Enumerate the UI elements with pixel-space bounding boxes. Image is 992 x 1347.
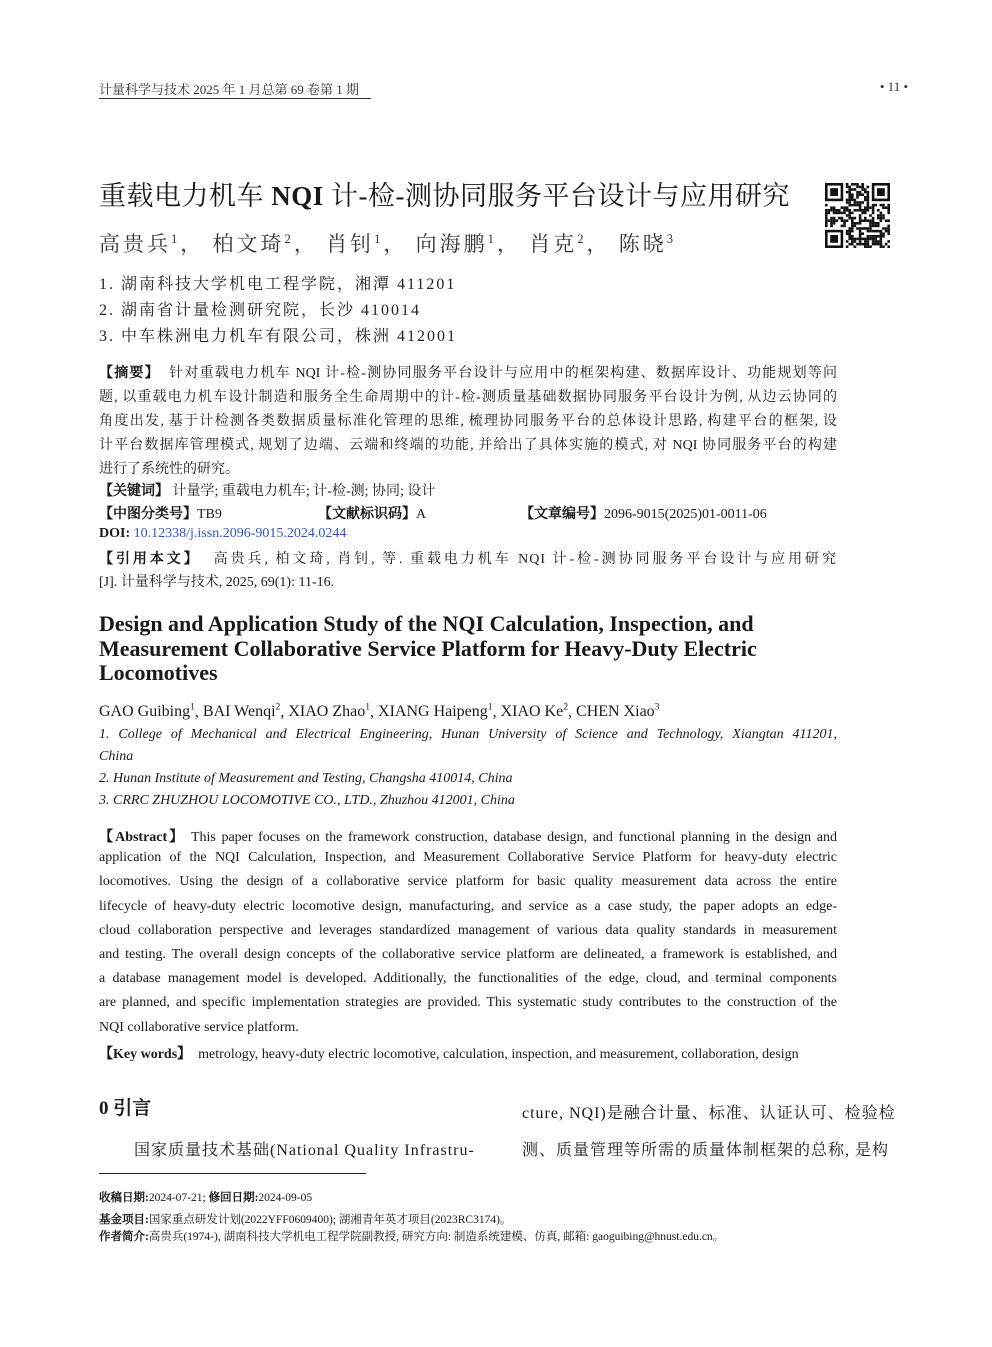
abstract-en-line: are planned, and specific implementation strategies are provided. This systematic study contributes to the construction of the: [99, 995, 837, 1011]
header-rule: [99, 98, 371, 99]
title-cn-bold: NQI: [271, 181, 324, 211]
author: [99, 703, 195, 720]
page-number: • 11 •: [879, 79, 908, 94]
author-name: 高贵兵: [99, 232, 171, 256]
author-name: XIAO Ke: [500, 703, 564, 721]
keywords-cn-label: 【关键词】: [99, 484, 169, 499]
author: [288, 703, 370, 720]
abstract-en-line: and testing. The overall design concepts of the collaborative service platform are delineated, a framework is established, and: [99, 947, 837, 962]
author: [619, 232, 676, 256]
author-affiliation-index: 1: [374, 232, 384, 246]
author-affiliation-index: 3: [666, 232, 677, 246]
author-affiliation-index: 1: [365, 702, 371, 713]
citation-line: [J]. 计量科学与技术, 2025, 69(1): 11-16.: [99, 575, 335, 590]
author-name: GAO Guibing: [99, 703, 191, 721]
affiliation-en: 3. CRRC ZHUZHOU LOCOMOTIVE CO., LTD., Zhuzhou 412001, China: [99, 793, 515, 808]
author-name: CHEN Xiao: [576, 703, 655, 721]
author-affiliation-index: 2: [577, 232, 587, 246]
abstract-cn-line: 计平台数据库管理模式, 规划了边端、云端和终端的功能, 并给出了具体实施的模式, 对 NQI 协同服务平台的构建: [99, 438, 837, 453]
author-affiliation-index: 2: [284, 232, 294, 246]
author: [378, 703, 493, 720]
abstract-cn-line: 【摘要】 针对重载电力机车 NQI 计-检-测协同服务平台设计与应用中的框架构建、数据库设计、功能规划等问: [99, 366, 838, 381]
classification: 【中图分类号】TB9: [99, 507, 222, 522]
authors-en: GAO Guibing$^1$, BAI Wenqi$^2$, XIAO Zhao$^1$, XIANG Haipeng$^1$, XIAO Ke$^2$, CHEN Xiao$^3$: [99, 702, 660, 721]
author: [326, 232, 383, 256]
affiliation-cn: 2. 湖南省计量检测研究院，长沙 410014: [99, 302, 422, 319]
abstract-en-label: 【Abstract】: [99, 830, 186, 845]
author-affiliation-index: 3: [654, 702, 660, 713]
title-cn-pre: 重载电力机车: [99, 181, 272, 211]
journal-issue-header: 计量科学与技术 2025 年 1 月总第 69 卷第 1 期: [99, 82, 360, 97]
author-name: XIANG Haipeng: [378, 703, 488, 721]
section-heading: 0 引言: [99, 1098, 152, 1119]
footnote-dates: 收稿日期:2024-07-21; 修回日期:2024-09-05: [99, 1192, 313, 1204]
author-affiliation-index: 1: [171, 232, 181, 246]
keywords-en: 【Key words】 metrology, heavy-duty electric locomotive, calculation, inspection, and measurement, collaboration, design: [99, 1047, 799, 1062]
affiliation-en: 2. Hunan Institute of Measurement and Testing, Changsha 410014, China: [99, 771, 513, 786]
footnote-funding: 基金项目:国家重点研发计划(2022YFF0609400); 湖湘青年英才项目(2023RC3174)。: [99, 1214, 512, 1226]
affiliation-en: 1. College of Mechanical and Electrical Engineering, Hunan University of Science and Technology, Xiangtan 411201,: [99, 727, 837, 742]
abstract-en-line: a database management model is developed. Additionally, the functionalities of the edge, cloud, and terminal components: [99, 971, 837, 987]
body-text-right: cture, NQI)是融合计量、标准、认证认可、检验检: [522, 1105, 896, 1122]
author-name: XIAO Zhao: [288, 703, 366, 721]
author: [99, 232, 180, 256]
author: [213, 232, 294, 256]
abstract-en-line: locomotives. Using the design of a collaborative service platform for basic quality measurement data across the entire: [99, 874, 837, 890]
author: [576, 703, 659, 720]
author-name: 向海鹏: [415, 232, 488, 256]
author-name: 陈晓: [618, 232, 667, 256]
author-name: 柏文琦: [212, 232, 285, 256]
abstract-cn-line: 题, 以重载电力机车设计制造和服务全生命周期中的计-检-测质量基础数据协同服务平台设计为例, 从边云协同的: [99, 390, 837, 405]
body-text-left: 国家质量技术基础(National Quality Infrastru-: [134, 1142, 475, 1159]
doi-link[interactable]: 10.12338/j.issn.2096-9015.2024.0244: [133, 526, 347, 541]
body-text-right: 测、质量管理等所需的质量体制框架的总称, 是构: [522, 1142, 890, 1159]
abstract-en-line: application of the NQI Calculation, Inspection, and Measurement Collaborative Service Platform for heavy-duty electric: [99, 850, 837, 866]
keywords-cn-value: 计量学; 重载电力机车; 计-检-测; 协同; 设计: [172, 484, 436, 499]
author: [416, 232, 497, 256]
abstract-en-line: lifecycle of heavy-duty electric locomotive design, manufacturing, and service as a case study, the paper adopts an edge-: [99, 898, 837, 914]
authors-cn: 高贵兵$^1$， 柏文琦$^2$， 肖钊$^1$， 向海鹏$^1$， 肖克$^2$， 陈晓$^3$: [99, 232, 677, 256]
footnote-rule: [99, 1173, 366, 1174]
citation-line: 【引用本文】 高贵兵, 柏文琦, 肖钊, 等. 重载电力机车 NQI 计-检-测协同服务平台设计与应用研究: [99, 552, 837, 567]
qr-code-icon: [825, 183, 890, 248]
article-number: 【文章编号】2096-9015(2025)01-0011-06: [520, 507, 767, 522]
affiliation-cn: 3. 中车株洲电力机车有限公司，株洲 412001: [99, 328, 458, 345]
author-affiliation-index: 1: [487, 702, 493, 713]
title-cn: [99, 174, 790, 213]
author: [203, 703, 280, 720]
author: [501, 703, 568, 720]
author: [529, 232, 586, 256]
keywords-cn: [99, 480, 837, 500]
footnote-author: 作者简介:高贵兵(1974-), 湖南科技大学机电工程学院副教授, 研究方向: 制造系统建模、仿真, 邮箱: gaoguibing@hnust.edu.cn。: [99, 1231, 725, 1243]
author-affiliation-index: 2: [563, 702, 569, 713]
author-affiliation-index: 2: [275, 702, 281, 713]
author-name: 肖钊: [326, 232, 375, 256]
author-name: 肖克: [529, 232, 578, 256]
abstract-en-line: cloud collaboration perspective and leverages standardized management of various data quality standards in measurement: [99, 922, 837, 938]
document-code: 【文献标识码】A: [318, 507, 427, 522]
abstract-en-line: NQI collaborative service platform.: [99, 1019, 299, 1035]
abstract-cn-label: 【摘要】: [99, 366, 160, 381]
author-affiliation-index: 1: [487, 232, 497, 246]
author-name: BAI Wenqi: [202, 703, 276, 721]
doi: DOI: 10.12338/j.issn.2096-9015.2024.0244: [99, 526, 347, 541]
title-en: Design and Application Study of the NQI Calculation, Inspection, and Measurement Collaborative Service Platform for Heavy-Duty Electric Locomotives: [99, 611, 757, 685]
abstract-cn-line: 进行了系统性的研究。: [99, 462, 239, 477]
title-cn-post: 计-检-测协同服务平台设计与应用研究: [323, 181, 790, 211]
affiliation-en: China: [99, 749, 134, 764]
abstract-en-line: 【Abstract】 This paper focuses on the framework construction, database design, and functional planning in the design and: [99, 830, 837, 845]
abstract-cn-line: 角度出发, 基于计检测各类数据质量标准化管理的思维, 梳理协同服务平台的总体设计思路, 构建平台的框架, 设: [99, 414, 837, 429]
author-affiliation-index: 1: [190, 702, 195, 713]
affiliation-cn: 1. 湖南科技大学机电工程学院，湘潭 411201: [99, 276, 457, 293]
